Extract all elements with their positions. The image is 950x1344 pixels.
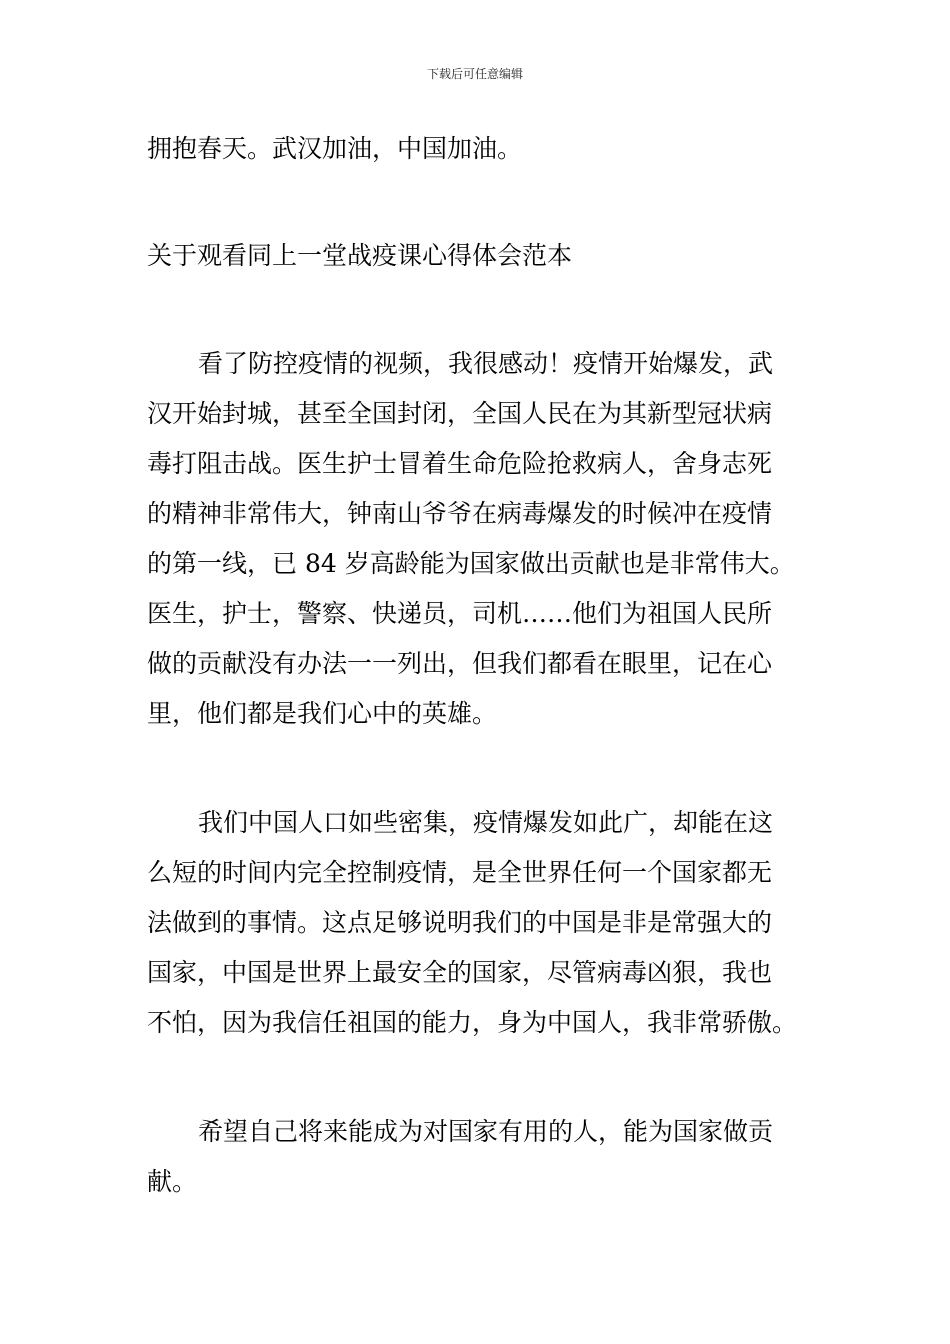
closing-line: 拥抱春天。武汉加油，中国加油。 [147,134,523,163]
paragraph-line: 法做到的事情。这点足够说明我们的中国是非是常强大的 [147,908,773,937]
paragraph-line: 我们中国人口如些密集，疫情爆发如此广，却能在这 [198,808,774,837]
paragraph-line: 汉开始封城，甚至全国封闭，全国人民在为其新型冠状病 [147,399,773,428]
paragraph-1 [147,339,807,739]
paragraph-line: 么短的时间内完全控制疫情，是全世界任何一个国家都无 [147,858,773,887]
paragraph-line: 做的贡献没有办法一一列出，但我们都看在眼里，记在心 [147,649,773,678]
paragraph-line: 的第一线，已 84 岁高龄能为国家做出贡献也是非常伟大。 [147,549,795,578]
paragraph-line: 毒打阻击战。医生护士冒着生命危险抢救病人，舍身志死 [147,449,773,478]
paragraph-line: 不怕，因为我信任祖国的能力，身为中国人，我非常骄傲。 [147,1008,798,1037]
paragraph-line: 的精神非常伟大，钟南山爷爷在病毒爆发的时候冲在疫情 [147,499,773,528]
paragraph-3 [147,1107,807,1207]
paragraph-2 [147,798,807,1048]
document-body [147,124,807,1207]
paragraph-line: 看了防控疫情的视频，我很感动！疫情开始爆发，武 [198,349,774,378]
paragraph-line: 希望自己将来能成为对国家有用的人，能为国家做贡 [198,1117,774,1146]
document-title: 关于观看同上一堂战疫课心得体会范本 [147,241,573,270]
paragraph-line: 献。 [147,1167,198,1196]
header-note: 下载后可任意编辑 [426,67,523,81]
paragraph-line: 医生，护士，警察、快递员，司机……他们为祖国人民所 [147,599,773,628]
paragraph-line: 里，他们都是我们心中的英雄。 [147,699,498,728]
paragraph-line: 国家，中国是世界上最安全的国家，尽管病毒凶狠，我也 [147,958,773,987]
